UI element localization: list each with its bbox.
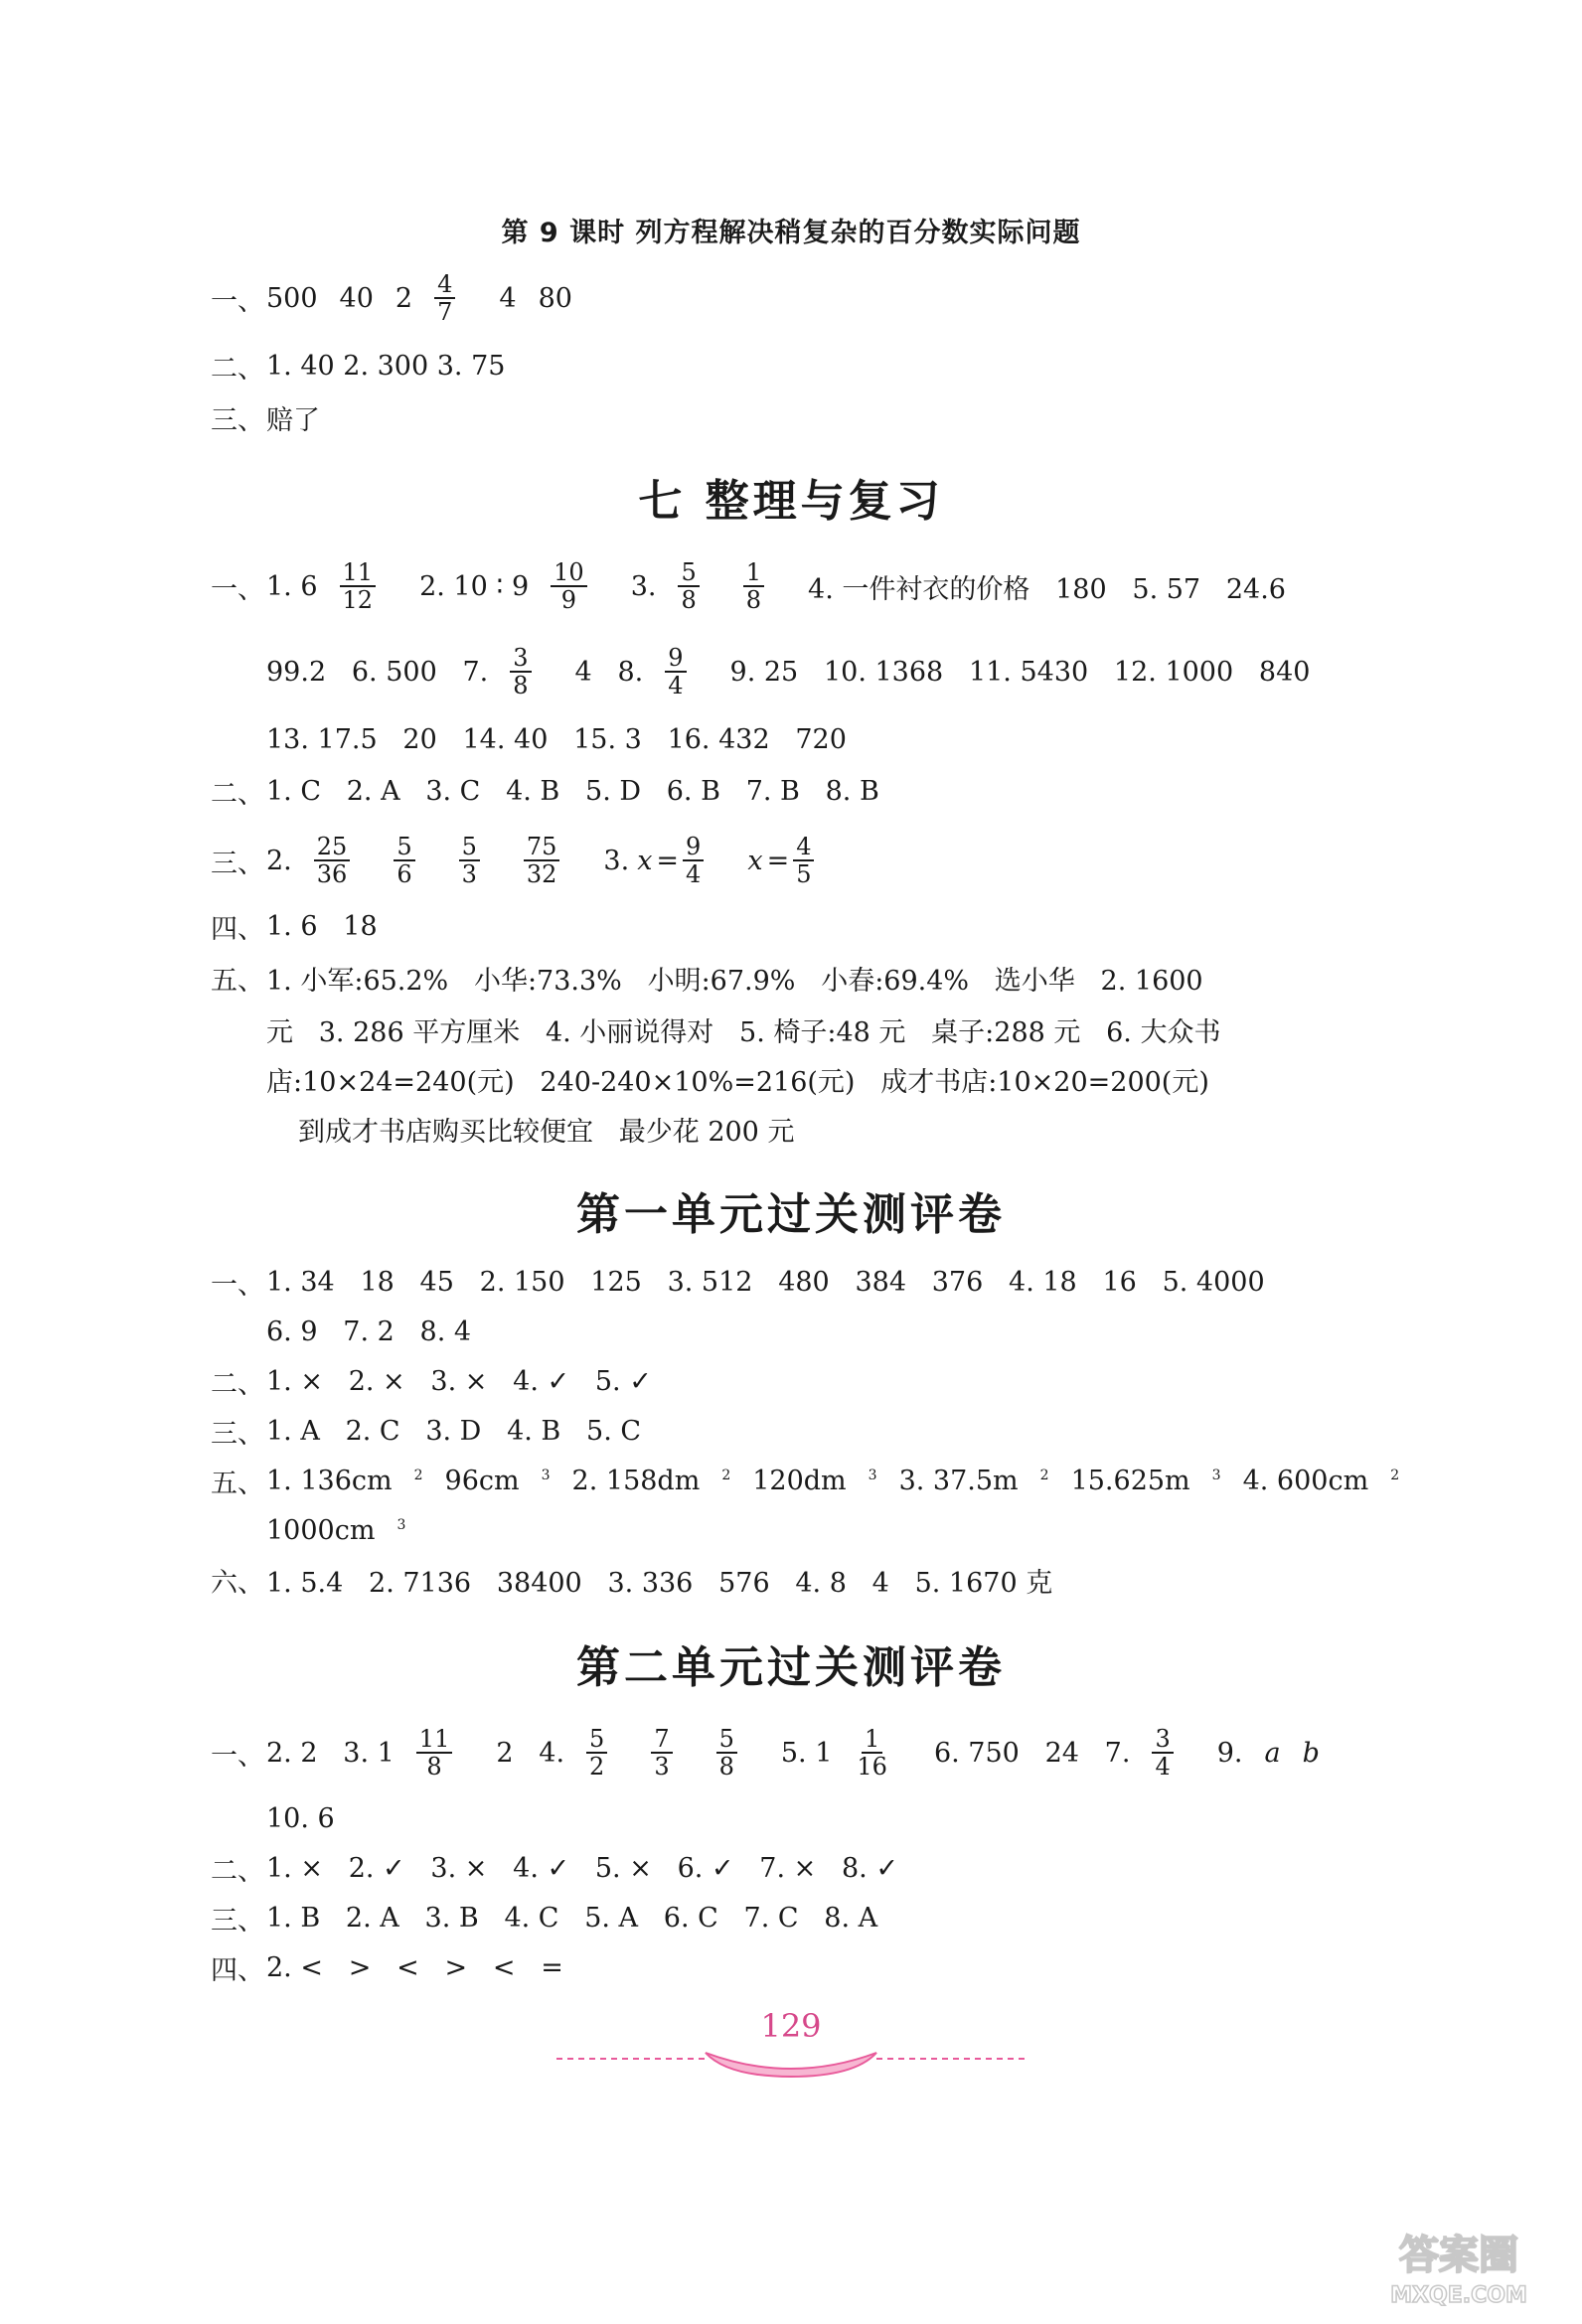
answer-text: 1. × 2. ✓ 3. × 4. ✓ 5. × 6. ✓ 7. × 8. ✓ [266,1852,898,1884]
answer-text: 3. [603,845,630,876]
answer-line [266,1304,493,1359]
fraction: $\frac{3}{8}$ [510,645,553,698]
question-label: 二、 [211,1368,264,1400]
answer-text: 1. × 2. × 3. × 4. ✓ 5. ✓ [266,1365,652,1397]
fraction: $\frac{9}{4}$ [683,834,725,887]
fraction: $\frac{1}{8}$ [743,559,786,613]
answer-value: 40 [339,282,374,314]
answer-text: 2 4. [496,1737,565,1769]
watermark-logo-icon [1359,2221,1558,2310]
answer-text: 2. 158dm $^2$ [571,1465,731,1496]
equals-sign: = [656,845,680,876]
answer-text: 9. [1216,1737,1243,1769]
question-label: 一、 [211,573,264,605]
answer-text: 96cm $^3$ [444,1465,551,1496]
question-label: 三、 [211,404,264,436]
answer-text: 1. 6 [266,570,318,602]
answer-text: 到成才书店购买比较便宜 最少花 200 元 [298,1116,795,1148]
answer-line [211,1403,663,1459]
answer-line [266,1051,1231,1107]
answer-line [211,1890,899,1945]
answer-text: 1. 6 18 [266,910,378,942]
fraction: $\frac{75}{32}$ [524,834,582,887]
fraction: $\frac{3}{4}$ [1152,1726,1194,1780]
answer-line [211,558,1308,614]
variable-b: b [1302,1737,1320,1769]
question-label: 三、 [211,848,264,879]
answer-text: 1. 34 18 45 2. 150 125 3. 512 480 384 376 4. 18 16 5. 4000 [266,1266,1265,1298]
answer-text: 5. 1 [780,1737,833,1769]
answer-value: 80 [538,282,572,314]
answer-text: 15.625m $^3$ [1070,1465,1221,1496]
answer-line [211,1939,585,1995]
answer-text: 3. 37.5m $^2$ [898,1465,1049,1496]
answer-line [266,711,869,767]
answer-line [211,270,594,326]
question-label: 一、 [211,285,264,317]
answer-value: 500 [266,282,318,314]
answer-text: 1000cm $^3$ [266,1514,406,1546]
equals-sign: = [766,845,790,876]
answer-value: 2 [395,282,413,314]
question-label: 一、 [211,1740,264,1772]
section-title-unit2: 第二单元过关测评卷 [576,1642,1006,1693]
fraction: $\frac{5}{8}$ [678,559,720,613]
answer-line [266,644,1332,699]
answer-line [211,833,858,888]
answer-line [211,898,399,954]
fraction: $\frac{11}{12}$ [340,559,398,613]
answer-line [266,1790,357,1846]
page-number: 129 [760,2007,822,2045]
answer-text: 赔了 [266,404,320,436]
fraction: $\frac{11}{8}$ [416,1726,475,1780]
fraction: $\frac{25}{36}$ [314,834,373,887]
answer-text: 4. 600cm $^2$ [1242,1465,1400,1496]
section-title-unit1: 第一单元过关测评卷 [576,1189,1006,1240]
answer-text: 2. 10 ∶ 9 [419,570,530,602]
answer-text: 6. 750 24 7. [933,1737,1131,1769]
fraction: $\frac{9}{4}$ [665,645,708,698]
answer-line [211,950,1225,1006]
answer-text: 13. 17.5 20 14. 40 15. 3 16. 432 720 [266,723,847,755]
answer-line [211,1552,1074,1608]
answer-line [211,1353,674,1409]
question-label: 五、 [211,1468,264,1499]
answer-text: 4. 一件衬衣的价格 180 5. 57 24.6 [808,573,1286,605]
question-label: 四、 [211,913,264,945]
answer-line [211,389,342,445]
answer-text: 4 8. [574,656,644,688]
answer-text: 99.2 6. 500 7. [266,656,489,688]
fraction: $\frac{4}{7}$ [434,271,477,325]
fraction: $\frac{5}{8}$ [716,1726,759,1780]
answer-value: 4 [499,282,517,314]
section-title-review: 七 整理与复习 [638,476,944,527]
variable-a: a [1264,1737,1281,1769]
question-label: 三、 [211,1418,264,1450]
answer-text: 2. [266,845,292,876]
answer-text: 店:10×24=240(元) 240-240×10%=216(元) 成才书店:10×20=200(元) [266,1066,1209,1098]
answer-text: 120dm $^3$ [752,1465,877,1496]
answer-text: 1. 136cm $^2$ [266,1465,423,1496]
question-label: 六、 [211,1567,264,1599]
answer-line [211,1725,1342,1781]
answer-line [211,763,901,819]
answer-text: 1. 40 2. 300 3. 75 [266,350,506,382]
variable-x: x [747,845,763,876]
answer-line [211,1254,1287,1310]
answer-line [266,1002,1242,1057]
fraction: $\frac{5}{6}$ [394,834,436,887]
lesson-title: 第 9 课时 列方程解决稍复杂的百分数实际问题 [501,218,1081,248]
answer-text: 1. C 2. A 3. C 4. B 5. D 6. B 7. B 8. B [266,775,879,807]
answer-text: 2. < > < > < = [266,1951,563,1983]
question-label: 二、 [211,1855,264,1887]
answer-text: 2. 2 3. 1 [266,1737,395,1769]
question-label: 四、 [211,1954,264,1986]
question-label: 一、 [211,1269,264,1301]
fraction: $\frac{10}{9}$ [551,559,609,613]
fraction: $\frac{4}{5}$ [793,834,836,887]
answer-text: 1. B 2. A 3. B 4. C 5. A 6. C 7. C 8. A [266,1902,878,1934]
answer-line [298,1101,816,1157]
page-number-ribbon-icon [556,2039,1026,2079]
watermark-top: 答案圈 [1399,2233,1518,2278]
answer-text: 1. 5.4 2. 7136 38400 3. 336 576 4. 8 4 5. 1670 克 [266,1567,1053,1599]
answer-text: 元 3. 286 平方厘米 4. 小丽说得对 5. 椅子:48 元 桌子:288 元 6. 大众书 [266,1016,1221,1048]
question-label: 五、 [211,965,264,997]
variable-x: x [637,845,653,876]
question-label: 二、 [211,353,264,385]
fraction: $\frac{1}{16}$ [857,1725,887,1781]
answer-text: 10. 6 [266,1802,335,1834]
answer-text: 6. 9 7. 2 8. 4 [266,1316,472,1347]
answer-line [211,1840,920,1896]
answer-text: 9. 25 10. 1368 11. 5430 12. 1000 840 [729,656,1311,688]
answer-line [211,1453,1421,1508]
answer-text: 1. A 2. C 3. D 4. B 5. C [266,1415,642,1447]
answer-text: 1. 小军:65.2% 小华:73.3% 小明:67.9% 小春:69.4% 选小华 2. 1600 [266,965,1203,997]
question-label: 三、 [211,1905,264,1937]
answer-line [266,1502,427,1558]
fraction: $\frac{5}{3}$ [459,834,502,887]
watermark-bottom: MXQE.COM [1390,2283,1527,2308]
question-label: 二、 [211,778,264,810]
answer-line [211,338,527,393]
fraction: $\frac{7}{3}$ [651,1726,694,1780]
answer-text: 3. [630,570,657,602]
fraction: $\frac{5}{2}$ [586,1726,629,1780]
